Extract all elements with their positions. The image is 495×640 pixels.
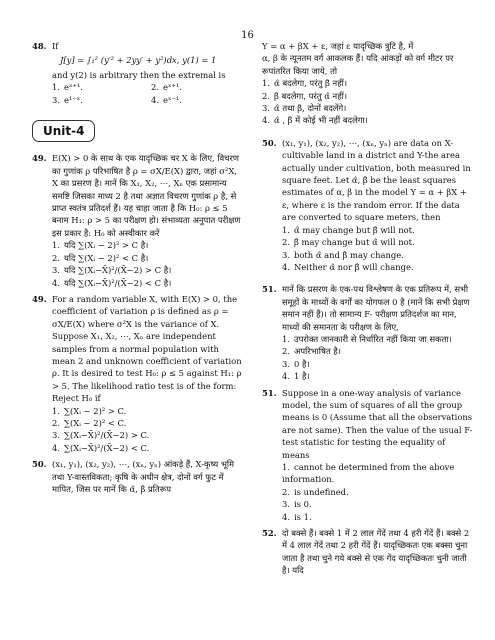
question-50-hindi-continued	[262, 40, 474, 127]
option-3[interactable]: 3. both α̂ and β̂ may change.	[282, 249, 404, 260]
question-49-english	[32, 293, 244, 454]
functional-equation: J[y] = ∫₁² (y′² + 2yy′ + y²)dx, y(1) = 1	[60, 55, 217, 66]
question-text: (x₁, y₁), (x₂, y₂), ⋯, (xₙ, yₙ) आंकड़े हैं, X-कृष्य भूमि तथा Y-वास्तविकता; कृषि के अधीन क्षेत्र, दोनों वर्ग फुट में मापित, जिस पर मानें कि α̂, β̂ प्रतिरूप	[52, 459, 235, 494]
option-1[interactable]: 1. α̂ may change but β̂ will not.	[282, 224, 415, 235]
question-51-hindi	[262, 283, 474, 382]
option-3[interactable]: 3. e¹⁻ˣ.	[52, 94, 83, 105]
question-number: 52.	[262, 528, 277, 539]
option-3[interactable]: 3. ∑(Xᵢ−X̄)²/(X̄−2) > C.	[52, 430, 150, 441]
option-1[interactable]: 1. ∑(Xᵢ − 2)² > C.	[52, 405, 127, 416]
question-number: 49.	[32, 293, 47, 304]
question-52-hindi	[262, 527, 474, 577]
question-text: α, β के न्यूनतम वर्ग आकलक हैं। यदि आंकड़ों को वर्ग मीटर पर रूपांतरित किया जाये, तो	[262, 53, 454, 76]
option-2[interactable]: 2. β̂ बदलेगा, परंतु α̂ नहीं।	[262, 90, 347, 101]
question-50-hindi	[32, 458, 244, 495]
question-text: For a random variable X, with E(X) > 0, the coefficient of variation ρ is defined as ρ = σX/E(X) where σ²X is the variance of X. Suppose X₁, X₂, ⋯, Xₙ are independent samples from a normal population with mean 2 and unknown coefficient of variation ρ. It is desired to test H₀: ρ ≤ 5 against H₁: ρ > 5. The likelihood ratio test is of the form: Reject H₀ if	[52, 293, 242, 404]
option-3[interactable]: 3. is 0.	[282, 499, 312, 510]
question-text: मानें कि प्रसरण के एक-पथ विश्लेषण के एक प्रतिरूप में, सभी समूहों के माध्यों के वर्गों का योगफल 0 है (मानें कि सभी प्रेक्षण समान नहीं हैं)। तो सामान्य F- परीक्षण प्रतिदर्शज का मान, माध्यों की समानता के परीक्षण के लिए,	[282, 284, 470, 332]
option-2[interactable]: 2. is undefined.	[282, 486, 349, 497]
question-50-english	[262, 137, 474, 273]
question-text: (x₁, y₁), (x₂, y₂), ⋯, (xₙ, yₙ) are data on X-cultivable land in a district and Y-the area actually under cultivation, both measured in square feet. Let α̂, β̂ be the least squares estimates of α, β in the model Y = α + βX + ε, where ε is the random error. If the data are converted to square meters, then	[282, 137, 471, 223]
option-2[interactable]: 2. β̂ may change but α̂ will not.	[282, 237, 415, 248]
option-1[interactable]: 1. α̂ बदलेगा, परंतु β̂ नहीं।	[262, 78, 347, 89]
option-2[interactable]: 2. ∑(Xᵢ − 2)² < C.	[52, 417, 127, 428]
option-1[interactable]: 1. उपरोक्त जानकारी से निर्धारित नहीं किया जा सकता।	[282, 333, 452, 344]
option-4[interactable]: 4. यदि ∑(Xᵢ−X̄)²/(X̄−2) < C है।	[52, 277, 172, 288]
option-2[interactable]: 2. यदि ∑(Xᵢ − 2)² < C है।	[52, 252, 149, 263]
options	[262, 77, 474, 127]
option-1[interactable]: 1. यदि ∑(Xᵢ − 2)² > C है।	[52, 240, 149, 251]
option-4[interactable]: 4. Neither α̂ nor β̂ will change.	[282, 261, 414, 272]
options	[52, 239, 244, 289]
question-number: 49.	[32, 153, 47, 164]
option-4[interactable]: 4. is 1.	[282, 511, 312, 522]
option-3[interactable]: 3. α̂ तथा β̂, दोनों बदलेंगे।	[262, 103, 347, 114]
question-48	[32, 40, 244, 106]
question-51-english	[262, 387, 474, 523]
option-1[interactable]: 1. eˣ⁺¹.	[52, 82, 83, 93]
question-number: 48.	[32, 41, 47, 51]
right-column	[262, 40, 474, 581]
question-number: 50.	[262, 137, 277, 148]
options	[52, 81, 244, 106]
question-condition: and y(2) is arbitrary then the extremal is	[52, 69, 226, 80]
question-number: 51.	[262, 284, 277, 295]
question-text: Suppose in a one-way analysis of variance model, the sum of squares of all the group means is 0 (Assume that all the observations are not same). Then the value of the usual F- test statistic for testing the equality of means	[282, 387, 473, 460]
question-49-hindi	[32, 152, 244, 288]
option-3[interactable]: 3. 0 है।	[282, 358, 310, 369]
option-4[interactable]: 4. ∑(Xᵢ−X̄)²/(X̄−2) < C.	[52, 442, 150, 453]
options	[282, 461, 474, 523]
option-2[interactable]: 2. अपरिभाषित है।	[282, 346, 341, 357]
options	[282, 224, 474, 274]
option-1[interactable]: 1. cannot be determined from the above information.	[282, 462, 455, 485]
option-4[interactable]: 4. eˣ⁻¹.	[151, 94, 182, 105]
model-equation: Y = α + βX + ε, जहां ε यादृच्छिक त्रुटि है, में	[262, 41, 414, 51]
question-intro: If	[52, 41, 59, 51]
option-3[interactable]: 3. यदि ∑(Xᵢ−X̄)²/(X̄−2) > C है।	[52, 265, 172, 276]
option-2[interactable]: 2. eˣ⁺¹.	[151, 82, 182, 93]
question-number: 51.	[262, 387, 277, 398]
options	[52, 405, 244, 455]
option-4[interactable]: 4. 1 है।	[282, 371, 310, 382]
question-number: 50.	[32, 459, 47, 470]
page-number: 16	[241, 30, 254, 41]
left-column	[32, 40, 244, 499]
unit-heading: Unit-4	[32, 120, 95, 142]
option-4[interactable]: 4. α̂ , β̂ में कोई भी नहीं बदलेगा।	[262, 115, 368, 126]
options	[282, 333, 474, 383]
question-text: E(X) > 0 के साथ के एक यादृच्छिक चर X के लिए, विचरण का गुणांक ρ परिभाषित है ρ = σX/E(X) द्वारा, जहां σ²X, X का प्रसरण है। मानें कि X₁, X₂, ⋯, Xₙ एक प्रसामान्य समष्टि जिसका माध्य 2 है तथा अज्ञात विचरण गुणांक ρ है, से प्राप्त स्वतंत्र प्रतिदर्श हैं। यह चाहा जाता है कि H₀: ρ ≤ 5 बनाम H₁: ρ > 5 का परीक्षण हो। संभाव्यता अनुपात परीक्षण इस प्रकार है: H₀ को अस्वीकार करें	[52, 153, 241, 238]
question-text: दो बक्से हैं। बक्से 1 में 2 लाल गेंदें तथा 4 हरी गेंदें हैं। बक्से 2 में 4 लाल गेंदें तथा 2 हरी गेंदें हैं। यादृच्छिकतः एक बक्सा चुना जाता है तथा चुने गये बक्से से एक गेंद यादृच्छिकतः चुनी जाती है। यदि	[282, 528, 470, 576]
